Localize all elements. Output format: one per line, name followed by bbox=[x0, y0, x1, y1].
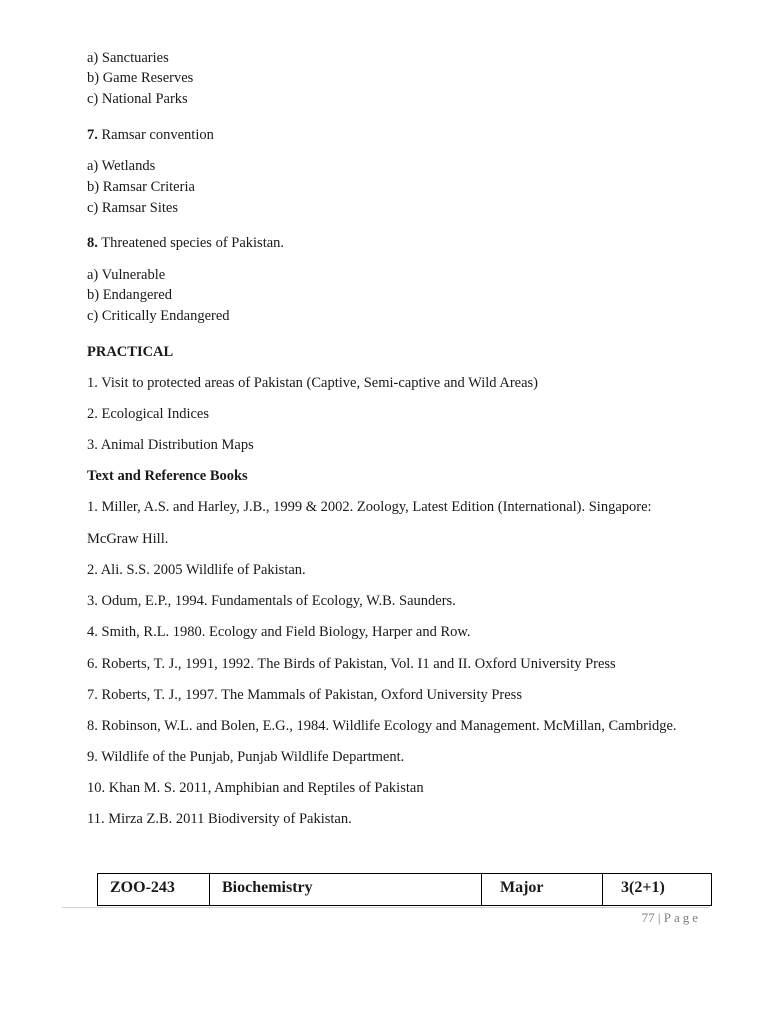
list-item-sanctuaries: a) Sanctuaries bbox=[87, 50, 169, 66]
page-number: 77 bbox=[641, 910, 655, 925]
book-item-3: 3. Odum, E.P., 1994. Fundamentals of Ecology, W.B. Saunders. bbox=[87, 593, 456, 609]
topic-8-number: 8. bbox=[87, 235, 98, 251]
course-table bbox=[97, 873, 712, 906]
page-footer bbox=[642, 910, 701, 926]
practical-item-1: 1. Visit to protected areas of Pakistan (Captive, Semi-captive and Wild Areas) bbox=[87, 375, 539, 391]
list-item-ramsar-sites: c) Ramsar Sites bbox=[87, 200, 179, 216]
list-item-ramsar-criteria: b) Ramsar Criteria bbox=[87, 179, 195, 195]
practical-item-2: 2. Ecological Indices bbox=[87, 406, 209, 422]
page-label: Page bbox=[663, 910, 701, 925]
course-credits: 3(2+1) bbox=[603, 874, 712, 906]
book-item-4: 4. Smith, R.L. 1980. Ecology and Field Biology, Harper and Row. bbox=[87, 624, 471, 640]
list-item-endangered: b) Endangered bbox=[87, 287, 172, 303]
practical-item-3: 3. Animal Distribution Maps bbox=[87, 437, 254, 453]
list-item-vulnerable: a) Vulnerable bbox=[87, 267, 166, 283]
topic-7-title: Ramsar convention bbox=[101, 127, 214, 143]
topic-7-heading bbox=[87, 126, 214, 144]
course-code: ZOO-243 bbox=[98, 874, 210, 906]
course-row bbox=[98, 874, 712, 906]
book-item-9: 9. Wildlife of the Punjab, Punjab Wildlife Department. bbox=[87, 749, 405, 765]
list-item-critically-endangered: c) Critically Endangered bbox=[87, 308, 230, 324]
topic-8-heading bbox=[87, 234, 284, 252]
book-item-2: 2. Ali. S.S. 2005 Wildlife of Pakistan. bbox=[87, 562, 306, 578]
practical-heading: PRACTICAL bbox=[87, 344, 174, 360]
course-title: Biochemistry bbox=[210, 874, 482, 906]
book-item-10: 10. Khan M. S. 2011, Amphibian and Reptiles of Pakistan bbox=[87, 780, 424, 796]
list-item-wetlands: a) Wetlands bbox=[87, 158, 156, 174]
book-item-1-continued: McGraw Hill. bbox=[87, 531, 169, 547]
book-item-8: 8. Robinson, W.L. and Bolen, E.G., 1984. Wildlife Ecology and Management. McMillan, Cambridge. bbox=[87, 718, 677, 734]
topic-8-title: Threatened species of Pakistan. bbox=[101, 235, 285, 251]
book-item-6: 6. Roberts, T. J., 1991, 1992. The Birds of Pakistan, Vol. I1 and II. Oxford University Press bbox=[87, 656, 616, 672]
course-category: Major bbox=[482, 874, 603, 906]
topic-7-number: 7. bbox=[87, 127, 98, 143]
book-item-11: 11. Mirza Z.B. 2011 Biodiversity of Pakistan. bbox=[87, 811, 352, 827]
list-item-national-parks: c) National Parks bbox=[87, 91, 188, 107]
footer-divider bbox=[62, 907, 710, 908]
list-item-game-reserves: b) Game Reserves bbox=[87, 70, 194, 86]
book-item-1: 1. Miller, A.S. and Harley, J.B., 1999 & 2002. Zoology, Latest Edition (International). Singapore: bbox=[87, 499, 652, 515]
book-item-7: 7. Roberts, T. J., 1997. The Mammals of Pakistan, Oxford University Press bbox=[87, 687, 522, 703]
page-separator: | bbox=[657, 910, 661, 925]
books-heading: Text and Reference Books bbox=[87, 468, 248, 484]
